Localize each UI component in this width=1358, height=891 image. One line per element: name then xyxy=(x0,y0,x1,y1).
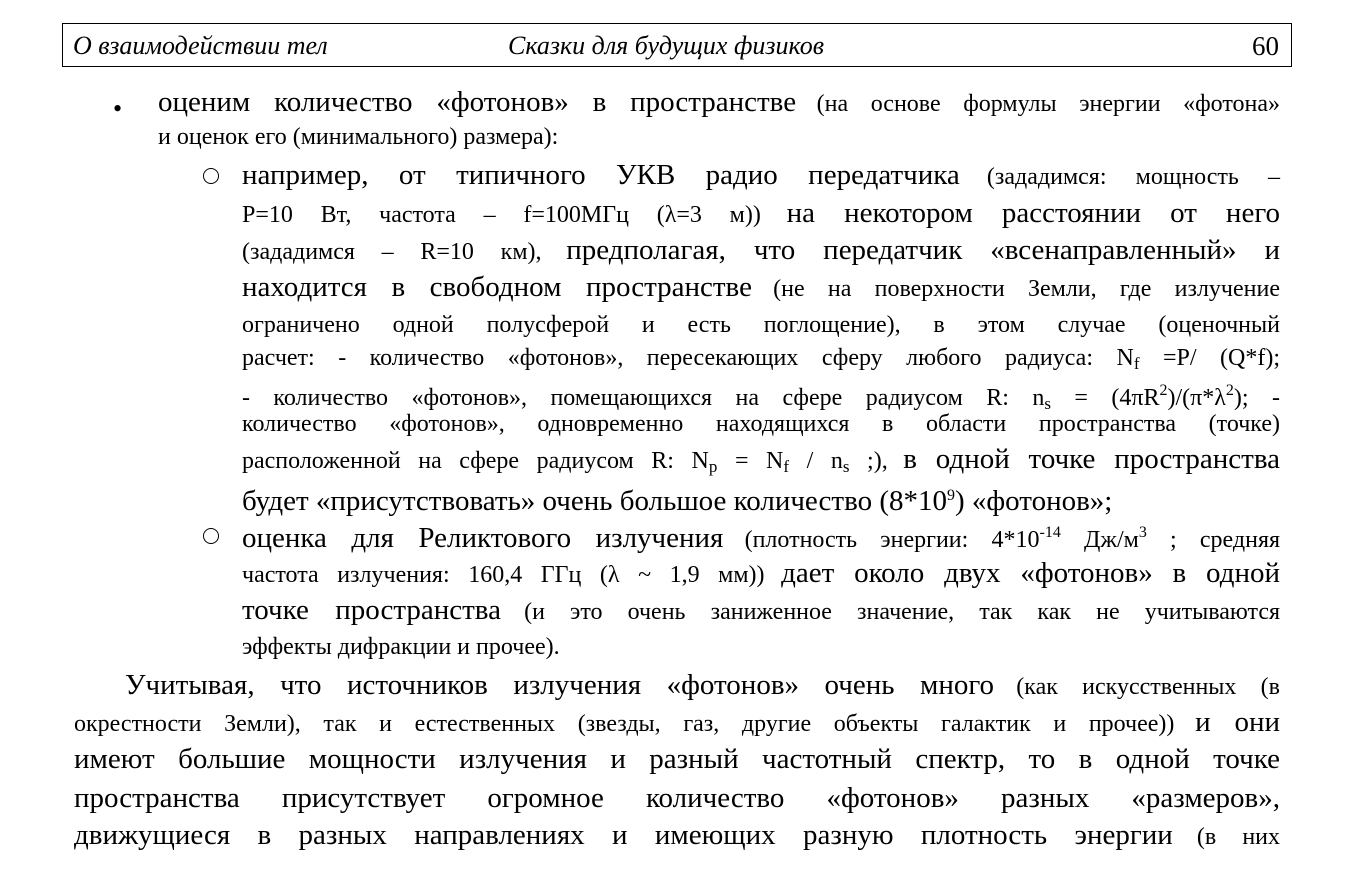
text-line: ограничено одной полусферой и есть поглощение), в этом случае (оценочный xyxy=(242,312,1280,338)
page-number: 60 xyxy=(1252,31,1279,61)
text-line: эффекты дифракции и прочее). xyxy=(242,634,560,660)
bullet-icon: • xyxy=(113,94,123,123)
page-header xyxy=(62,23,1292,67)
text-line: количество «фотонов», одновременно находящихся в области пространства (точке) xyxy=(242,411,1280,437)
header-chapter-title: О взаимодействии тел xyxy=(73,31,328,60)
paragraph-line: окрестности Земли), так и естественных (звезды, газ, другие объекты галактик и прочее)) и они xyxy=(74,706,1281,738)
paragraph-line: пространства присутствует огромное количество «фотонов» разных «размеров», xyxy=(74,782,1280,814)
text-line: будет «присутствовать» очень большое количество $(8*10^9)$ «фотонов»; xyxy=(242,485,1113,517)
circle-bullet-icon xyxy=(203,168,219,184)
paragraph-line: движущиеся в разных направлениях и имеющих разную плотность энергии (в них xyxy=(74,819,1281,851)
text-line: - количество «фотонов», помещающихся на сфере радиусом R: $n_s = (4\pi R^2)/(\pi*\lambda^2)$; - xyxy=(242,382,1280,413)
text-line: оценка для Реликтового излучения (плотность энергии: $4*10^{-14}$ $Дж/м^3$ ; средняя xyxy=(242,522,1281,554)
text-line: точке пространства (и это очень заниженное значение, так как не учитываются xyxy=(242,594,1281,626)
paragraph-line: имеют большие мощности излучения и разный частотный спектр, то в одной точке xyxy=(74,743,1280,775)
text-line: и оценок его (минимального) размера): xyxy=(158,124,559,150)
text-line: (зададимся – R=10 км), предполагая, что передатчик «всенаправленный» и xyxy=(242,234,1280,266)
paragraph-line: Учитывая, что источников излучения «фотонов» очень много (как искусственных (в xyxy=(125,669,1280,701)
text-line: оценим количество «фотонов» в пространстве (на основе формулы энергии «фотона» xyxy=(158,86,1281,118)
circle-bullet-icon xyxy=(203,528,219,544)
text-line: частота излучения: 160,4 ГГц (λ ~ 1,9 мм)) дает около двух «фотонов» в одной xyxy=(242,557,1281,589)
text-line: например, от типичного УКВ радио передатчика (зададимся: мощность – xyxy=(242,159,1280,191)
text-line: P=10 Вт, частота – f=100МГц (λ=3 м)) на некотором расстоянии от него xyxy=(242,197,1280,229)
text-line: находится в свободном пространстве (не на поверхности Земли, где излучение xyxy=(242,271,1280,303)
text-line: расположенной на сфере радиусом R: $N_p = N_f / n_s$ ;), в одной точке пространства xyxy=(242,443,1280,476)
text-line: расчет: - количество «фотонов», пересекающих сферу любого радиуса: $N_f =P/$ (Q*f); xyxy=(242,345,1280,373)
header-book-title: Сказки для будущих физиков xyxy=(508,31,825,60)
